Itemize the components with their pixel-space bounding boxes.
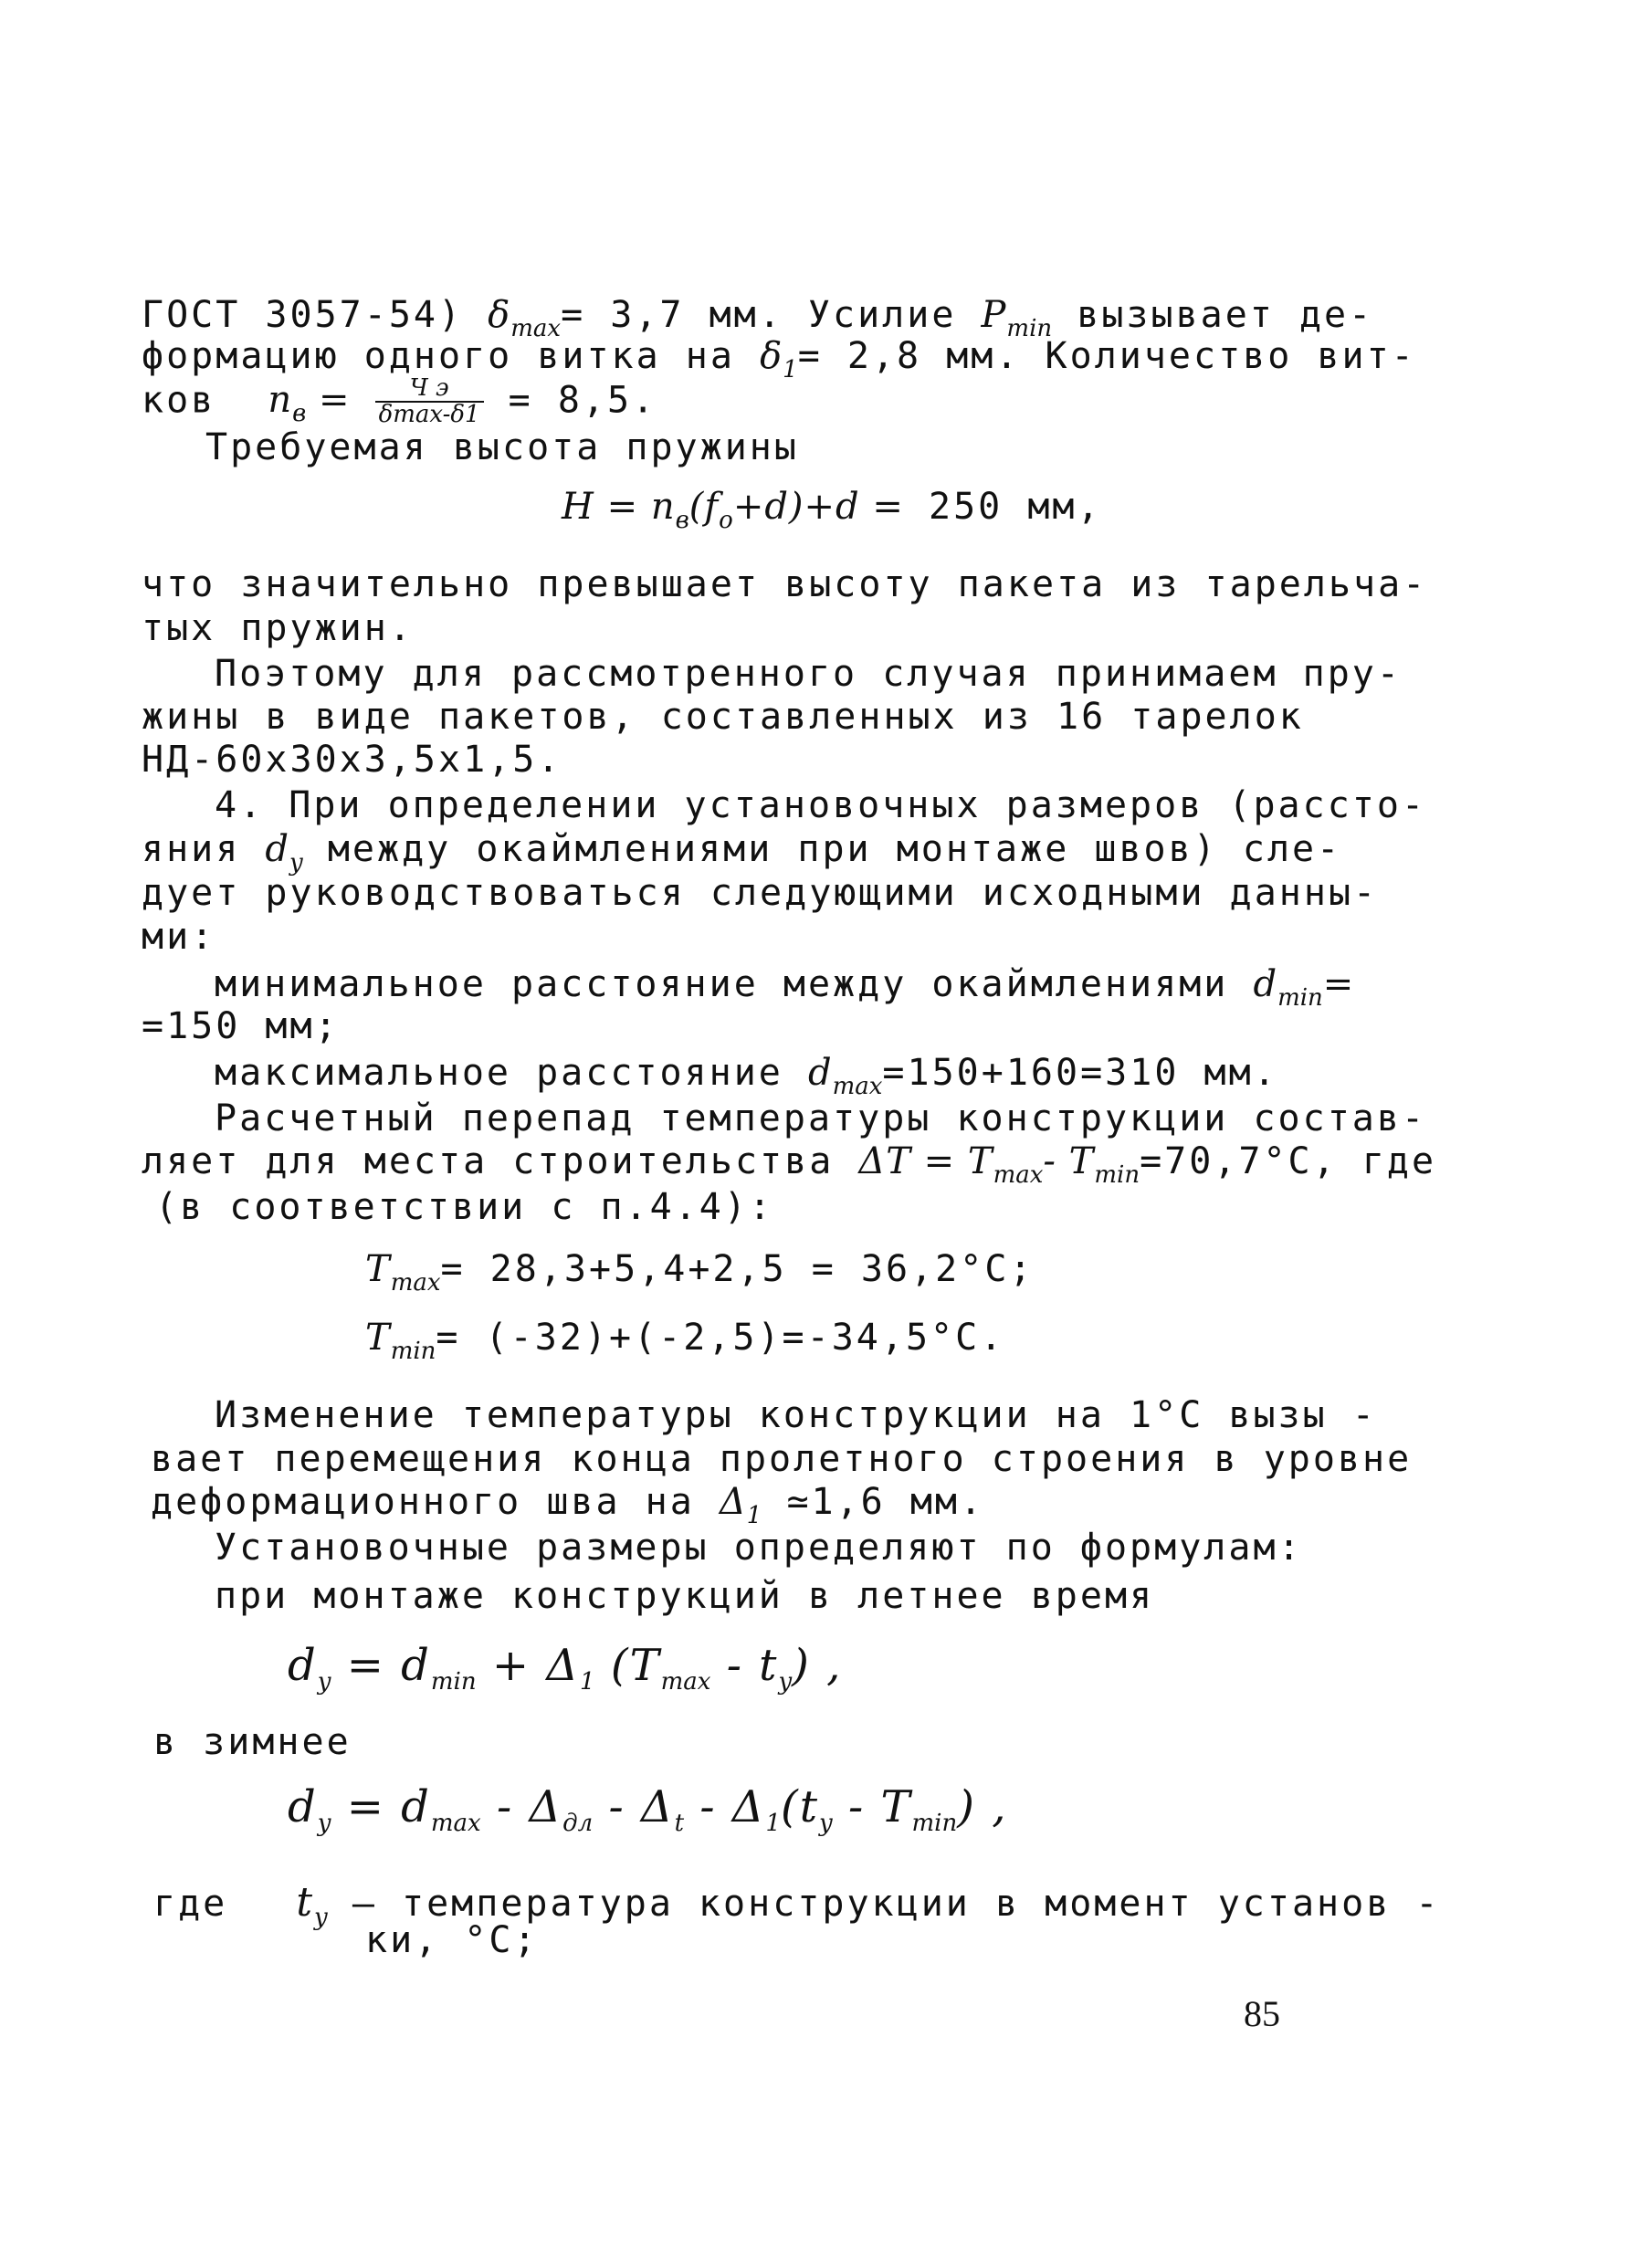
text-segment: = 3,7 мм. Усилие [561,294,957,336]
formula-n-b: $n_в$ = [268,379,351,428]
text-segment: вызывает де- [1077,294,1374,336]
text-line-27: при монтаже конструкций в летнее время [215,1575,1155,1617]
text-segment: Требуемая высота пружины [205,426,799,468]
formula-p-min: $P_{min}$ [981,294,1053,342]
formula-winter: $d_y = d_{max} - \Delta_{дл} - \Delta_t - \Delta_1(t_y - T_{min})$ , [288,1781,1008,1837]
formula-t-y: $t_y$ [296,1879,328,1931]
formula-delta-1: $\delta_1$ [760,335,798,383]
formula-delta1: $\Delta_1$ [719,1481,762,1529]
text-line-4 [205,426,799,468]
text-line-3 [142,376,657,428]
text-line-19: ляет для места строительства $\Delta T = T_{max}-$ $T_{min}=70,7^\circ С$, где [142,1140,1437,1189]
formula-d-max: $d_{max}$ [807,1052,883,1100]
text-line-2 [142,335,1416,383]
text-segment: 250 мм, [928,486,1102,528]
text-line-17: максимальное расстояние $d_{max}=150+160=310$ мм. [215,1052,1278,1100]
formula-tmax: $T_{max}= 28,3+5,4+2,5 = 36,2^\circ С$; [365,1248,1035,1297]
formula-tmin: $T_{min}= (-32)+(-2,5)=-34,5^\circ С$. [365,1317,1005,1365]
formula-delta-t: $\Delta T = T_{max}-$ $T_{min}$ [858,1140,1140,1189]
text-line-11: 4. При определении установочных размеров (рассто- [215,784,1427,826]
text-line-9: жины в виде пакетов, составленных из 16 тарелок [142,696,1304,738]
text-line-1 [142,294,1374,342]
text-segment: = 2,8 мм. Количество вит- [797,335,1416,377]
text-line-29: в зимнее [153,1721,352,1763]
text-segment: ГОСТ 3057-54) [142,294,464,336]
text-line-10: НД-60х30х3,5х1,5. [142,739,562,781]
text-line-8: Поэтому для рассмотренного случая принимаем пру- [215,653,1402,695]
text-line-7: тых пружин. [142,607,414,649]
text-line-12: яния $d_y$ между окаймлениями при монтаже швов) сле- [142,828,1342,877]
formula-summer: $d_y = d_{min} + \Delta_1$ $(T_{max} - t_y)$ , [288,1640,843,1696]
text-line-24: вает перемещения конца пролетного строения в уровне [151,1438,1413,1480]
text-segment: формацию одного витка на [142,335,735,377]
formula-d-y: $d_y$ [265,828,303,877]
formula-delta-max: $\delta_{max}$ [488,294,562,342]
text-line-31: где $t_y$ – температура конструкции в момент установ - [153,1879,1441,1931]
text-line-16: =150 мм; [142,1005,340,1047]
page-number: 85 [1244,1993,1280,2034]
text-line-32: ки, °С; [365,1919,539,1961]
text-line-20: (в соответствии с п.4.4): [155,1186,774,1228]
text-line-6: что значительно превышает высоту пакета из тарельча- [142,563,1428,605]
text-line-23: Изменение температуры конструкции на 1°С вызы - [215,1394,1377,1436]
text-line-13: дует руководствоваться следующими исходными данны- [142,872,1379,914]
text-line-14: ми: [142,916,216,958]
text-line-18: Расчетный перепад температуры конструкции состав- [215,1097,1427,1139]
formula-n-fraction: $\frac{\text{Ч э}}{\delta\max-\delta 1}$ [375,376,484,428]
text-line-25: деформационного шва на $\Delta_1$ ≃1,6 мм. [151,1481,985,1529]
formula-d-min: $d_{min}=$ [1253,963,1355,1012]
text-line-26: Установочные размеры определяют по формулам: [215,1527,1303,1569]
text-line-15: минимальное расстояние между окаймлениями $d_{min}=$ [215,963,1355,1012]
text-segment: ков [142,379,216,422]
formula-height: $H = n_в(f_o+d)+d = 250$ мм, [562,486,1102,534]
text-segment: = 8,5. [508,379,657,422]
